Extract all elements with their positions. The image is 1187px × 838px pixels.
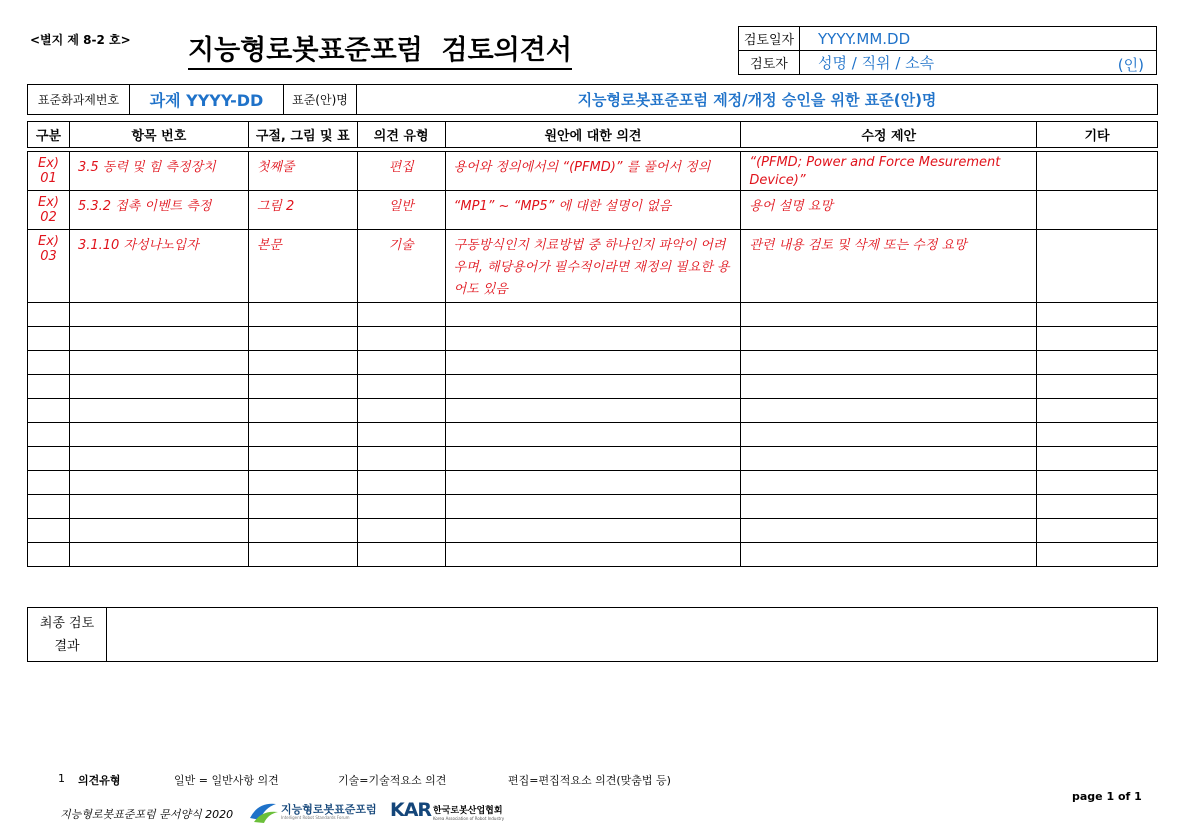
row-item-number[interactable]: 5.3.2 접촉 이벤트 측정 bbox=[69, 191, 248, 230]
final-review-table bbox=[27, 607, 1158, 662]
header-opinion-type: 의견 유형 bbox=[357, 122, 445, 148]
row-category[interactable]: Ex) 02 bbox=[28, 191, 70, 230]
table-row-empty bbox=[28, 399, 1158, 423]
review-info-box bbox=[738, 26, 1157, 75]
row-clause[interactable]: 그림 2 bbox=[248, 191, 357, 230]
table-row bbox=[28, 191, 1158, 230]
row-proposal[interactable]: “(PFMD; Power and Force Mesurement Device)” bbox=[741, 152, 1037, 191]
forum-logo-icon bbox=[248, 800, 280, 824]
table-row-empty bbox=[28, 351, 1158, 375]
standard-name-value: 지능형로봇표준포럼 제정/개정 승인을 위한 표준(안)명 bbox=[577, 91, 937, 109]
forum-logo bbox=[248, 799, 378, 825]
table-row-empty bbox=[28, 327, 1158, 351]
header-etc: 기타 bbox=[1037, 122, 1158, 148]
legend-title: 의견유형 bbox=[78, 774, 121, 787]
kar-logo bbox=[390, 799, 520, 825]
row-proposal[interactable]: 관련 내용 검토 및 삭제 또는 수정 요망 bbox=[741, 230, 1037, 303]
reviewer-cell[interactable] bbox=[800, 51, 1157, 75]
forum-logo-sub: Intelligent Robot Standards Forum bbox=[281, 815, 350, 820]
table-row-empty bbox=[28, 447, 1158, 471]
table-row-empty bbox=[28, 495, 1158, 519]
task-number-cell[interactable] bbox=[130, 85, 284, 115]
row-etc[interactable] bbox=[1037, 230, 1158, 303]
header-opinion: 원안에 대한 의견 bbox=[445, 122, 741, 148]
row-opinion[interactable]: 용어와 정의에서의 “(PFMD)” 를 풀어서 정의 bbox=[445, 152, 741, 191]
table-row bbox=[28, 230, 1158, 303]
form-note: 지능형로봇표준포럼 문서양식 2020 bbox=[60, 808, 234, 821]
row-item-number[interactable]: 3.1.10 자성나노입자 bbox=[69, 230, 248, 303]
row-clause[interactable]: 본문 bbox=[248, 230, 357, 303]
row-proposal[interactable]: 용어 설명 요망 bbox=[741, 191, 1037, 230]
row-etc[interactable] bbox=[1037, 191, 1158, 230]
seal-label: (인) bbox=[1117, 56, 1144, 74]
reviewer-label: 검토자 bbox=[739, 51, 800, 75]
review-date-cell[interactable] bbox=[800, 27, 1157, 51]
kar-logo-sub: Korea Association of Robot Industry bbox=[433, 816, 505, 821]
legend-technical: 기술=기술적요소 의견 bbox=[338, 774, 447, 787]
task-info-table bbox=[27, 84, 1158, 115]
table-row bbox=[28, 152, 1158, 191]
row-opinion-type[interactable]: 기술 bbox=[357, 230, 445, 303]
header-item-number: 항목 번호 bbox=[69, 122, 248, 148]
table-row-empty bbox=[28, 471, 1158, 495]
legend-editorial: 편집=편집적요소 의견(맞춤법 등) bbox=[508, 774, 671, 787]
table-row-empty bbox=[28, 423, 1158, 447]
header-clause: 구절, 그림 및 표 bbox=[248, 122, 357, 148]
row-etc[interactable] bbox=[1037, 152, 1158, 191]
row-opinion[interactable]: 구동방식인지 치료방법 중 하나인지 파악이 어려우며, 해당용어가 필수적이라면 재정의 필요한 용어도 있음 bbox=[445, 230, 741, 303]
task-number-label: 표준화과제번호 bbox=[28, 85, 130, 115]
review-date-value: YYYY.MM.DD bbox=[818, 29, 911, 48]
forum-logo-text: 지능형로봇표준포럼 bbox=[281, 803, 377, 816]
row-opinion-type[interactable]: 편집 bbox=[357, 152, 445, 191]
reviewer-value: 성명 / 직위 / 소속 bbox=[818, 54, 935, 72]
header-category: 구분 bbox=[28, 122, 70, 148]
annex-label: <별지 제 8-2 호> bbox=[30, 33, 131, 47]
legend-number: 1 bbox=[58, 772, 65, 785]
table-row-empty bbox=[28, 375, 1158, 399]
document-title: 지능형로봇표준포럼 검토의견서 bbox=[188, 34, 572, 70]
row-clause[interactable]: 첫째줄 bbox=[248, 152, 357, 191]
row-item-number[interactable]: 3.5 동력 및 힘 측정장치 bbox=[69, 152, 248, 191]
table-row-empty bbox=[28, 543, 1158, 567]
standard-name-label: 표준(안)명 bbox=[284, 85, 357, 115]
row-opinion[interactable]: “MP1” ~ “MP5” 에 대한 설명이 없음 bbox=[445, 191, 741, 230]
final-review-value[interactable] bbox=[107, 608, 1158, 662]
kar-logo-mark: KAR bbox=[390, 799, 432, 821]
row-category[interactable]: Ex) 01 bbox=[28, 152, 70, 191]
page-number: page 1 of 1 bbox=[1072, 790, 1142, 803]
kar-logo-text: 한국로봇산업협회 bbox=[433, 806, 503, 816]
row-opinion-type[interactable]: 일반 bbox=[357, 191, 445, 230]
legend-general: 일반 = 일반사항 의견 bbox=[174, 774, 279, 787]
row-category[interactable]: Ex) 03 bbox=[28, 230, 70, 303]
table-row-empty bbox=[28, 519, 1158, 543]
review-date-label: 검토일자 bbox=[739, 27, 800, 51]
table-header-row bbox=[28, 122, 1158, 148]
opinion-table bbox=[27, 121, 1158, 567]
header-proposal: 수정 제안 bbox=[741, 122, 1037, 148]
standard-name-cell[interactable] bbox=[357, 85, 1158, 115]
final-review-label: 최종 검토 결과 bbox=[28, 608, 107, 662]
table-row-empty bbox=[28, 303, 1158, 327]
task-number-value: 과제 YYYY-DD bbox=[149, 91, 264, 110]
